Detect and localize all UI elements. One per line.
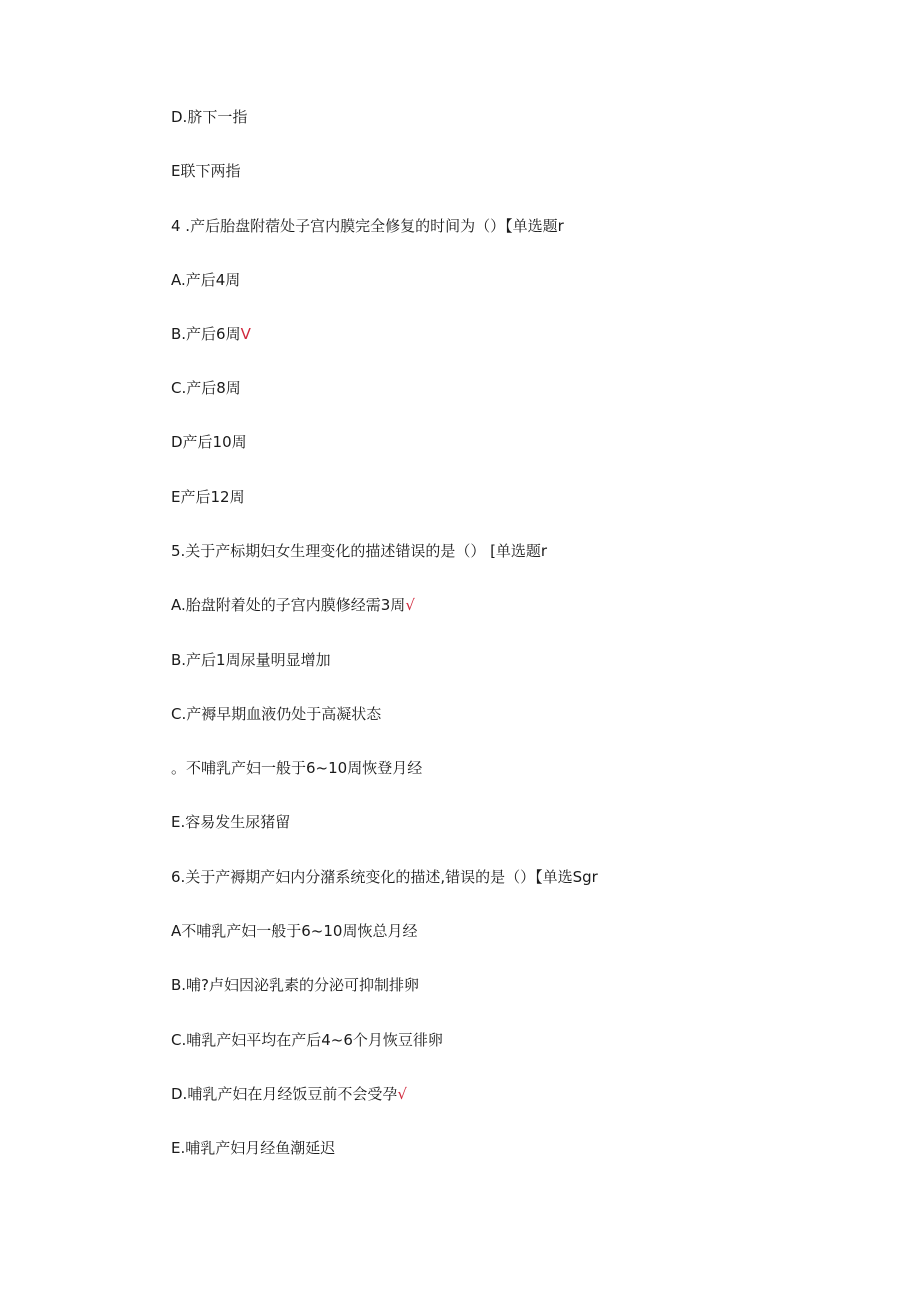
correct-mark: V bbox=[240, 325, 251, 343]
question-4 bbox=[171, 216, 564, 236]
option-d-q4 bbox=[171, 432, 247, 452]
line-text: D产后10周 bbox=[171, 433, 247, 451]
line-text: C.产后8周 bbox=[171, 379, 241, 397]
correct-mark: √ bbox=[397, 1085, 407, 1103]
line-text: C.哺乳产妇平均在产后4~6个月恢豆徘卵 bbox=[171, 1031, 443, 1049]
line-text: E产后12周 bbox=[171, 488, 245, 506]
option-d-q5 bbox=[171, 758, 422, 778]
option-b-q5 bbox=[171, 650, 331, 670]
option-e-q4 bbox=[171, 487, 245, 507]
line-text: A.产后4周 bbox=[171, 271, 241, 289]
line-text: E.哺乳产妇月经鱼潮延迟 bbox=[171, 1139, 336, 1157]
question-text: 6.关于产褥期产妇内分潴系统变化的描述,错误的是（）【单选Sgr bbox=[171, 868, 598, 886]
line-text: B.产后6周 bbox=[171, 325, 241, 343]
option-c-q5 bbox=[171, 704, 381, 724]
line-text: C.产褥早期血液仍处于高凝状态 bbox=[171, 705, 382, 723]
option-b-q6 bbox=[171, 975, 419, 995]
line-text: A不哺乳产妇一般于6~10周恢总月经 bbox=[171, 922, 418, 940]
option-d-q6 bbox=[171, 1084, 407, 1104]
line-text: E.容易发生尿猪留 bbox=[171, 813, 291, 831]
question-5 bbox=[171, 541, 547, 561]
line-text: D.脐下一指 bbox=[171, 108, 248, 126]
line-text: A.胎盘附着处的子宫内膜修经需3周 bbox=[171, 596, 406, 614]
option-a-q5 bbox=[171, 595, 415, 615]
question-text: 5.关于产标期妇女生理变化的描述错误的是（） [单选题r bbox=[171, 542, 548, 560]
line-text: B.产后1周尿量明显增加 bbox=[171, 651, 331, 669]
line-text: 。不哺乳产妇一般于6~10周恢登月经 bbox=[171, 759, 423, 777]
option-c-q6 bbox=[171, 1030, 443, 1050]
option-d-q3 bbox=[171, 107, 247, 127]
option-a-q6 bbox=[171, 921, 417, 941]
option-c-q4 bbox=[171, 378, 241, 398]
option-e-q5 bbox=[171, 812, 290, 832]
option-e-q6 bbox=[171, 1138, 335, 1158]
option-a-q4 bbox=[171, 270, 240, 290]
line-text: E联下两指 bbox=[171, 162, 241, 180]
option-e-q3 bbox=[171, 161, 240, 181]
question-6 bbox=[171, 867, 598, 887]
question-text: 4 .产后胎盘附蓿处子宫内膜完全修复的时间为（）【单选题r bbox=[171, 217, 564, 235]
option-b-q4 bbox=[171, 324, 251, 344]
correct-mark: √ bbox=[405, 596, 415, 614]
line-text: D.哺乳产妇在月经饭豆前不会受孕 bbox=[171, 1085, 398, 1103]
line-text: B.哺?卢妇因泌乳素的分泌可抑制排卵 bbox=[171, 976, 420, 994]
